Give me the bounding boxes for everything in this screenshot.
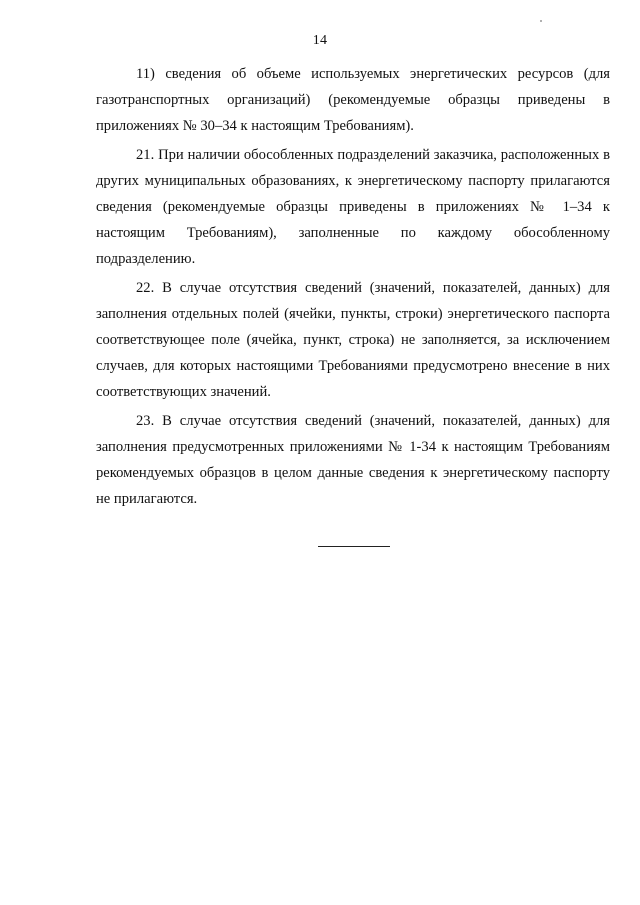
paragraph-23: 23. В случае отсутствия сведений (значений, показателей, данных) для заполнения предусмотренных приложениями № 1-34 к настоящим Требованиям рекомендуемых образцов в целом данные сведения к энергетическому паспорту не прилагаются. xyxy=(96,413,610,507)
scan-speck xyxy=(540,20,542,22)
document-body xyxy=(96,62,610,513)
paragraph-21: 21. При наличии обособленных подразделений заказчика, расположенных в других муниципальных образованиях, к энергетическому паспорту прилагаются сведения (рекомендуемые образцы приведены в приложениях № 1–34 к настоящим Требованиям), заполненные по каждому обособленному подразделению. xyxy=(96,147,610,267)
page-number: 14 xyxy=(312,33,328,48)
end-of-document-rule xyxy=(318,546,390,547)
paragraph-item-11: 11) сведения об объеме используемых энергетических ресурсов (для газотранспортных организаций) (рекомендуемые образцы приведены в приложениях № 30–34 к настоящим Требованиям). xyxy=(96,66,610,134)
paragraph-22: 22. В случае отсутствия сведений (значений, показателей, данных) для заполнения отдельных полей (ячейки, пункты, строки) энергетического паспорта соответствующее поле (ячейка, пункт, строка) не заполняется, за исключением случаев, для которых настоящими Требованиями предусмотрено внесение в них соответствующих значений. xyxy=(96,280,610,400)
